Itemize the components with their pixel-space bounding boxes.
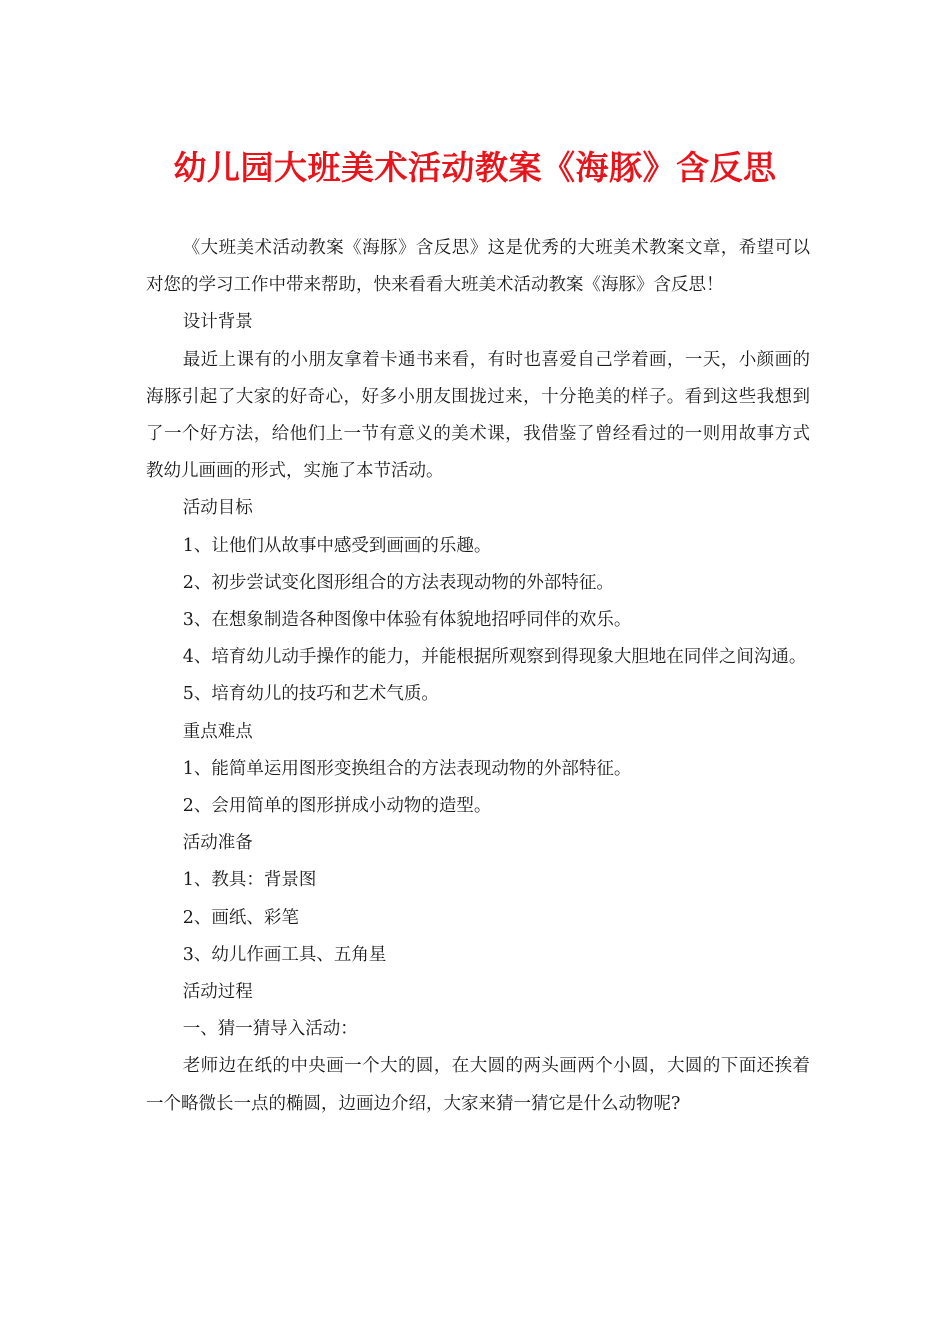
paragraph: 1、能简单运用图形变换组合的方法表现动物的外部特征。	[182, 758, 632, 779]
paragraph: 设计背景	[182, 312, 253, 333]
paragraph: 3、幼儿作画工具、五角星	[182, 944, 387, 965]
paragraph: 活动准备	[182, 833, 253, 854]
paragraph: 3、在想象制造各种图像中体验有体貌地招呼同伴的欢乐。	[182, 610, 632, 631]
paragraph: 2、画纸、彩笔	[182, 907, 299, 928]
paragraph: 一、猜一猜导入活动：	[182, 1019, 358, 1040]
document-title: 幼儿园大班美术活动教案《海豚》含反思	[173, 148, 777, 187]
paragraph: 重点难点	[182, 721, 253, 742]
paragraph: 老师边在纸的中央画一个大的圆，在大圆的两头画两个小圆，大圆的下面还挨着一个略微长一点的椭圆，边画边介绍，大家来猜一猜它是什么动物呢?	[146, 1056, 810, 1114]
paragraph: 2、会用简单的图形拼成小动物的造型。	[182, 796, 492, 817]
paragraph: 《大班美术活动教案《海豚》含反思》这是优秀的大班美术教案文章，希望可以对您的学习工作中带来帮助，快来看看大班美术活动教案《海豚》含反思！	[146, 238, 810, 296]
document-body	[146, 230, 810, 1123]
paragraph: 最近上课有的小朋友拿着卡通书来看，有时也喜爱自己学着画，一天，小颜画的海豚引起了大家的好奇心，好多小朋友围拢过来，十分艳美的样子。看到这些我想到了一个好方法，给他们上一节有意义的美术课，我借鉴了曾经看过的一则用故事方式教幼儿画画的形式，实施了本节活动。	[146, 349, 810, 482]
paragraph: 1、教具：背景图	[182, 870, 317, 891]
paragraph: 活动过程	[182, 982, 253, 1003]
paragraph: 5、培育幼儿的技巧和艺术气质。	[182, 684, 439, 705]
paragraph: 活动目标	[182, 498, 253, 519]
paragraph: 2、初步尝试变化图形组合的方法表现动物的外部特征。	[182, 572, 614, 593]
paragraph: 1、让他们从故事中感受到画画的乐趣。	[182, 535, 492, 556]
paragraph: 4、培育幼儿动手操作的能力，并能根据所观察到得现象大胆地在同伴之间沟通。	[182, 647, 807, 668]
